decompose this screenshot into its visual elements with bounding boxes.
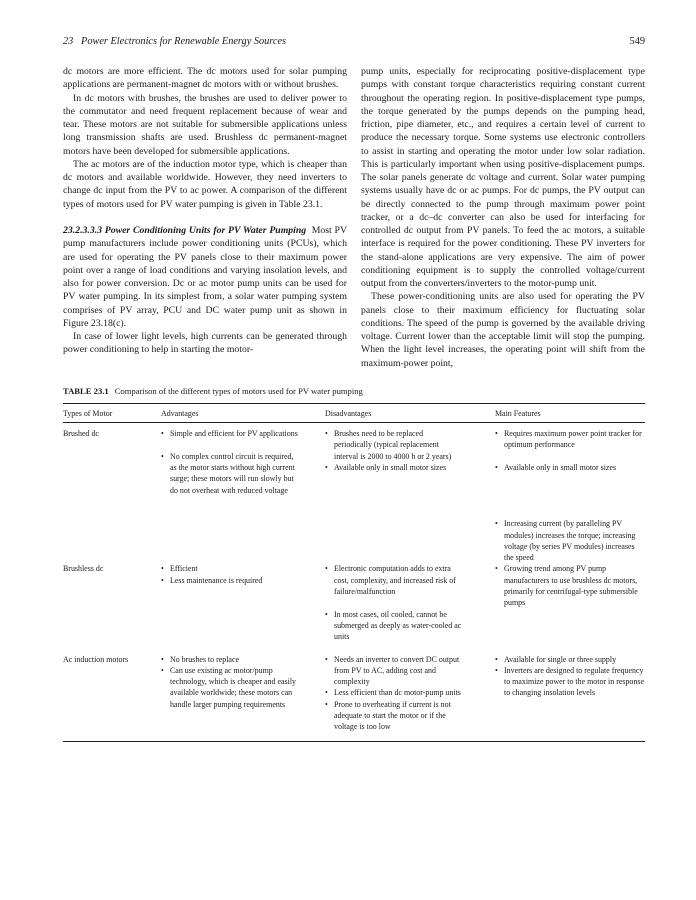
motor-type-cell: Brushed dc [63,429,99,439]
list-item: • Inverters are designed to regulate frequency to maximize power to the motor in response to changing insolation levels [495,665,644,699]
list-item: • Available for single or three supply [495,654,644,665]
list-item: • Needs an inverter to convert DC output from PV to AC, adding cost and complexity [325,654,462,688]
list-item: • No complex control circuit is required, as the motor starts without high current surge; these motors will run slowly but do not overheat with reduced voltage [161,451,298,496]
list-item: • No brushes to replace [161,654,298,665]
list-item: • Can use existing ac motor/pump technology, which is cheaper and easily available worldwide; these motors can handle larger pumping requirements [161,665,298,710]
paragraph: dc motors are more efficient. The dc motors used for solar pumping applications are permanent-magnet dc motors with or without brushes. [63,66,347,91]
header-disadvantages: Disadvantages [325,403,495,422]
list-item: • Brushes need to be replaced periodically (typical replacement interval is 2000 to 4000 h or 2 years) [325,428,462,462]
paragraph-with-heading [63,224,347,330]
advantages-cell [161,643,325,742]
page [63,36,645,742]
list-item: • In most cases, oil cooled, cannot be submerged as deeply as water-cooled ac units [325,609,462,643]
running-header [63,36,645,52]
table-row [63,643,645,742]
list-item: • Increasing current (by paralleling PV modules) increases the torque; increasing voltage (by series PV modules) increases the speed [495,518,644,563]
header-types-of-motor: Types of Motor [63,403,161,422]
list-item: • Available only in small motor sizes [325,462,462,473]
disadvantages-cell [325,563,495,642]
section-heading: 23.2.3.3.3 Power Conditioning Units for PV Water Pumping [63,225,307,236]
features-cell [495,643,645,742]
disadvantages-cell [325,643,495,742]
table-row [63,563,645,642]
right-column [361,65,645,370]
table-label: TABLE 23.1 [63,385,109,396]
page-number: 549 [629,36,645,47]
header-main-features: Main Features [495,403,645,422]
chapter-title: Power Electronics for Renewable Energy Sources [81,36,287,47]
paragraph: In dc motors with brushes, the brushes are used to deliver power to the commutator and need frequent replacement because of wear and tear. These motors are not suitable for submersible applications unless long transmission shafts are used. Brushless dc permanent-magnet motors have been developed for submersible applications. [63,92,347,157]
table-header-row [63,403,645,422]
left-column [63,65,347,370]
list-item: • Less maintenance is required [161,575,298,586]
section-text: Most PV pump manufacturers include power conditioning units (PCUs), which are used for operating the PV panels close to their maximum power point over a range of load conditions and varying insolation levels, and also for power conversion. Dc or ac motor pump units can be used for PV water pumping. In its simplest from, a solar water pumping system comprises of PV array, PCU and DC water pump unit as shown in Figure 23.18(c). [63,225,348,329]
list-item: • Prone to overheating if current is not adequate to start the motor or if the voltage is too low [325,699,462,733]
list-item: • Growing trend among PV pump manufacturers to use brushless dc motors, primarily for centrifugal-type submersible pumps [495,563,644,608]
advantages-cell [161,423,325,564]
chapter-number: 23 [63,36,74,47]
paragraph: In case of lower light levels, high currents can be generated through power conditioning to help in starting the motor- [63,331,347,356]
list-item: • Less efficient than dc motor-pump units [325,687,462,698]
table-row [63,423,645,564]
header-advantages: Advantages [161,403,325,422]
features-cell [495,423,645,564]
features-cell [495,563,645,642]
paragraph: The ac motors are of the induction motor type, which is cheaper than dc motors and available worldwide. However, they need inverters to change dc input from the PV to ac power. A comparison of the different types of motors used for PV water pumping is given in Table 23.1. [63,158,347,210]
list-item: • Electronic computation adds to extra cost, complexity, and increased risk of failure/malfunction [325,563,462,597]
motor-type-cell: Brushless dc [63,564,104,574]
paragraph: These power-conditioning units are also used for operating the PV panels close to their maximum efficiency for fluctuating solar conditions. The speed of the pump is governed by the available driving voltage. Current lower than the acceptable limit will stop the pumping. When the light level increases, the operating point will shift from the maximum-power point, [361,291,645,369]
paragraph: pump units, especially for reciprocating positive-displacement type pumps with constant torque characteristics requiring constant current throughout the operating region. In positive-displacement type pumps, the torque generated by the pumps depends on the pumping head, friction, pipe diameter, etc., and requires a certain level of current to produce the necessary torque. Some systems use electronic controllers to assist in starting and operating the motor under low solar radiation. This is particularly important when using positive-displacement pumps. The solar panels generate dc voltage and current. Solar water pumping systems usually have dc or ac pumps. For dc pumps, the PV output can be directly connected to the pump through maximum power point tracker, or a dc–dc converter can also be used for interfacing for controlled dc output from PV panels. To feed the ac motors, a suitable interface is required for the power conditioning. These PV inverters for the stand-alone applications are very expensive. The aim of power conditioning equipment is to supply the controlled voltage/current output from the converters/inverters to the motor-pump unit. [361,66,645,289]
table-caption-text: Comparison of the different types of motors used for PV water pumping [114,385,363,396]
advantages-cell [161,563,325,642]
running-title [63,36,286,52]
disadvantages-cell [325,423,495,564]
list-item: • Simple and efficient for PV applications [161,428,298,439]
motor-comparison-table [63,403,645,742]
list-item: • Available only in small motor sizes [495,462,644,473]
body-text [63,65,645,370]
table-caption [63,386,645,396]
list-item: • Requires maximum power point tracker for optimum performance [495,428,644,451]
list-item: • Efficient [161,563,298,574]
motor-type-cell: Ac induction motors [63,643,161,742]
